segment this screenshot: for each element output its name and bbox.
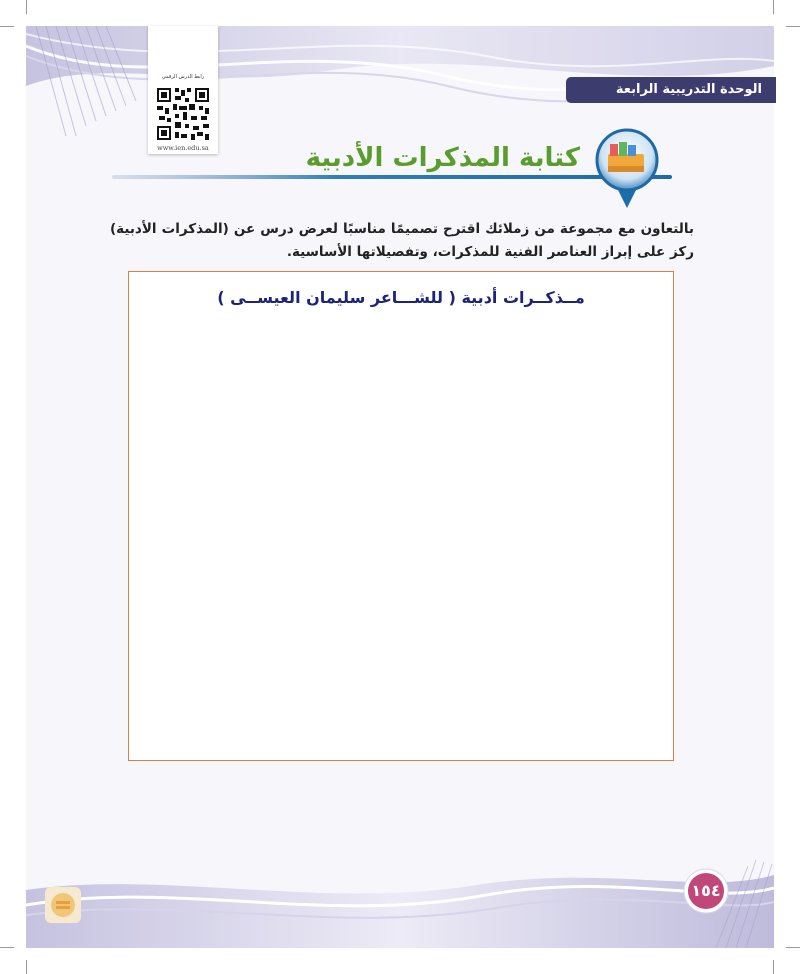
qr-caption: رابط الدرس الرقمي <box>161 74 205 80</box>
crop-mark <box>773 960 774 974</box>
crop-mark <box>26 0 27 14</box>
crop-mark <box>0 947 14 948</box>
qr-code-icon[interactable] <box>155 86 211 142</box>
footer-wave-decoration <box>26 850 774 948</box>
qr-url[interactable]: www.ien.edu.sa <box>157 144 209 152</box>
crop-mark <box>786 26 800 27</box>
qr-card[interactable] <box>148 26 218 154</box>
crop-mark <box>26 960 27 974</box>
answer-box[interactable] <box>128 271 674 761</box>
instructions-paragraph: بالتعاون مع مجموعة من زملائك اقترح تصميمًا مناسبًا لعرض درس عن (المذكرات الأدبية) ركز على إبراز العناصر الفنية للمذكرات، وتفصيلاتها الأساسية. <box>110 221 694 260</box>
books-box-icon <box>582 120 672 210</box>
ministry-logo-icon <box>44 886 82 924</box>
answer-box-heading: مــذكــرات أدبية ( للشـــاعر سليمان العيســى ) <box>217 288 585 307</box>
crop-mark <box>0 26 14 27</box>
unit-title: الوحدة التدريبية الرابعة <box>615 82 762 97</box>
lesson-title: كتابة المذكرات الأدبية <box>305 143 580 173</box>
page-number: ١٥٤ <box>691 881 721 900</box>
crop-mark <box>773 0 774 14</box>
crop-mark <box>786 947 800 948</box>
unit-tab <box>566 77 776 103</box>
